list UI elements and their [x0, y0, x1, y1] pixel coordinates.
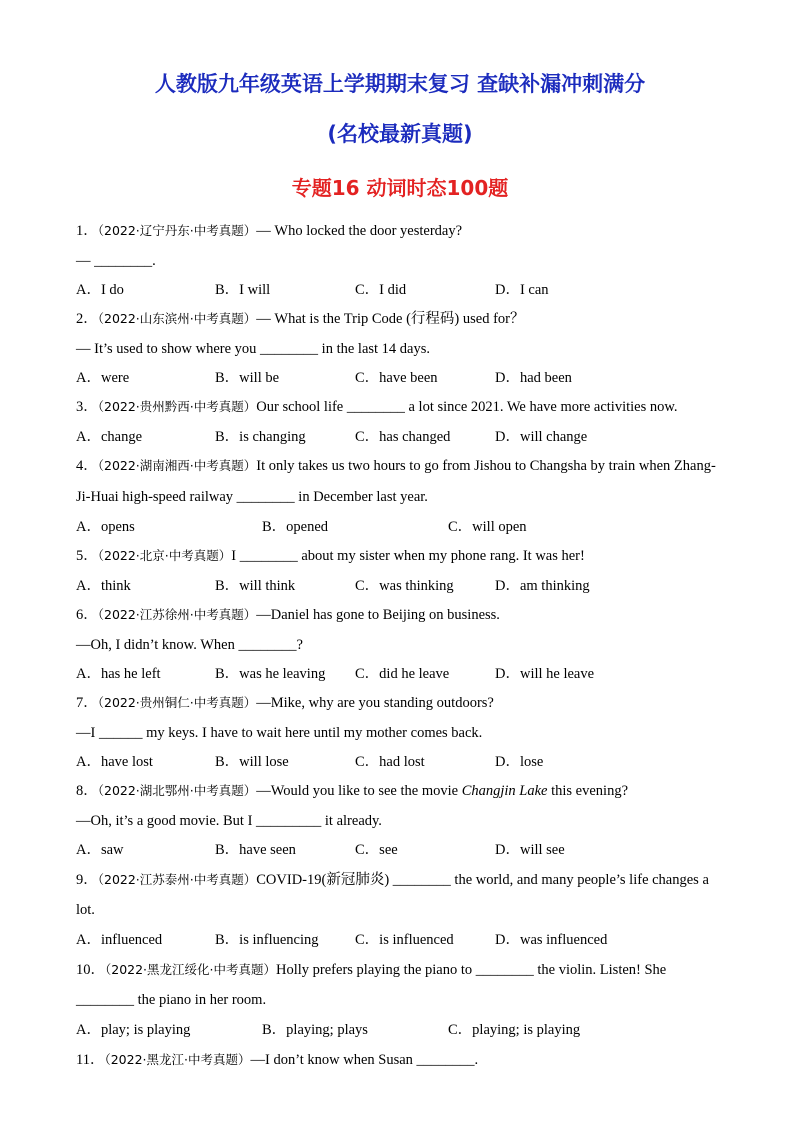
- question-6: 6．（2022·江苏徐州·中考真题）—Daniel has gone to Beijing on business.: [76, 607, 500, 623]
- q5-option-c: C．was thinking: [355, 578, 454, 594]
- q7-option-d: D．lose: [495, 754, 544, 770]
- question-10-line2: ________ the piano in her room.: [76, 992, 267, 1008]
- q5-option-b: B．will think: [215, 578, 296, 594]
- q2-option-b: B．will be: [215, 370, 280, 386]
- topic-title: 专题16 动词时态100题: [291, 176, 509, 200]
- q7-option-b: B．will lose: [215, 754, 289, 770]
- q2-option-c: C．have been: [355, 370, 438, 386]
- question-11: 11．（2022·黑龙江·中考真题）—I don’t know when Susan ________.: [76, 1052, 479, 1068]
- q9-option-c: C．is influenced: [355, 932, 454, 948]
- q3-option-a: A．change: [76, 429, 143, 445]
- q10-option-a: A．play; is playing: [76, 1022, 191, 1038]
- question-4: 4．（2022·湖南湘西·中考真题）It only takes us two hours to go from Jishou to Changsha by train when Zhang-: [76, 458, 716, 474]
- q4-option-a: A．opens: [76, 519, 135, 535]
- q9-option-d: D．was influenced: [495, 932, 608, 948]
- question-10: 10．（2022·黑龙江绥化·中考真题）Holly prefers playing the piano to ________ the violin. Listen! She: [76, 962, 667, 978]
- question-7-line2: —I ______ my keys. I have to wait here until my mother comes back.: [76, 725, 483, 741]
- q3-option-b: B．is changing: [215, 429, 306, 445]
- question-2-line2: — It’s used to show where you ________ in the last 14 days.: [76, 341, 431, 357]
- question-3: 3．（2022·贵州黔西·中考真题）Our school life ________ a lot since 2021. We have more activities now.: [76, 399, 678, 415]
- q1-option-a: A．I do: [76, 282, 124, 298]
- question-7: 7．（2022·贵州铜仁·中考真题）—Mike, why are you standing outdoors?: [76, 695, 494, 711]
- question-1: 1．（2022·辽宁丹东·中考真题）— Who locked the door yesterday?: [76, 223, 463, 239]
- q8-option-b: B．have seen: [215, 842, 296, 858]
- question-6-line2: —Oh, I didn’t know. When ________?: [76, 637, 303, 653]
- question-9: 9．（2022·江苏泰州·中考真题）COVID-19(新冠肺炎) ________ the world, and many people’s life changes a: [76, 872, 709, 888]
- q5-option-a: A．think: [76, 578, 131, 594]
- q2-option-d: D．had been: [495, 370, 572, 386]
- question-5: 5．（2022·北京·中考真题）I ________ about my sister when my phone rang. It was her!: [76, 548, 585, 564]
- q9-option-b: B．is influencing: [215, 932, 319, 948]
- document-title: 人教版九年级英语上学期期末复习 查缺补漏冲刺满分: [154, 72, 646, 96]
- question-8-line2: —Oh, it’s a good movie. But I _________ it already.: [76, 813, 382, 829]
- q8-option-c: C．see: [355, 842, 398, 858]
- q7-option-a: A．have lost: [76, 754, 153, 770]
- question-8: 8．（2022·湖北鄂州·中考真题）—Would you like to see the movie Changjin Lake this evening?: [76, 783, 629, 799]
- q8-option-d: D．will see: [495, 842, 565, 858]
- q3-option-c: C．has changed: [355, 429, 451, 445]
- q6-option-c: C．did he leave: [355, 666, 450, 682]
- question-9-line2: lot.: [76, 902, 95, 918]
- q6-option-b: B．was he leaving: [215, 666, 326, 682]
- q1-option-d: D．I can: [495, 282, 549, 298]
- q1-option-c: C．I did: [355, 282, 407, 298]
- q1-option-b: B．I will: [215, 282, 271, 298]
- q7-option-c: C．had lost: [355, 754, 425, 770]
- q4-option-c: C．will open: [448, 519, 527, 535]
- q5-option-d: D．am thinking: [495, 578, 590, 594]
- q10-option-c: C．playing; is playing: [448, 1022, 581, 1038]
- q3-option-d: D．will change: [495, 429, 588, 445]
- q8-option-a: A．saw: [76, 842, 124, 858]
- question-1-line2: — ________.: [76, 253, 156, 269]
- q10-option-b: B．playing; plays: [262, 1022, 368, 1038]
- q6-option-a: A．has he left: [76, 666, 161, 682]
- question-4-line2: Ji-Huai high-speed railway ________ in December last year.: [76, 489, 428, 505]
- movie-title: Changjin Lake: [461, 783, 548, 799]
- q2-option-a: A．were: [76, 370, 130, 386]
- question-2: 2．（2022·山东滨州·中考真题）— What is the Trip Code (行程码) used for？: [76, 311, 525, 327]
- q6-option-d: D．will he leave: [495, 666, 595, 682]
- q9-option-a: A．influenced: [76, 932, 163, 948]
- document-subtitle: (名校最新真题): [327, 122, 473, 146]
- q4-option-b: B．opened: [262, 519, 329, 535]
